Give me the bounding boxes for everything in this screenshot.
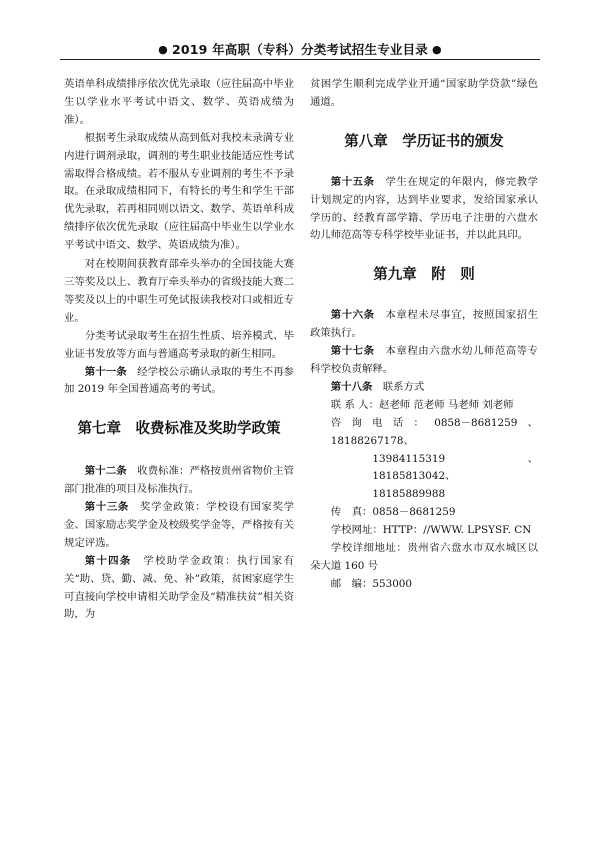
article-label: 第十八条 <box>330 380 373 393</box>
chapter-7-heading: 第七章 收费标准及奖助学政策 <box>77 421 281 438</box>
article-14 <box>64 553 294 625</box>
paragraph: 分类考试录取考生在招生性质、培养模式、毕业证书发放等方面与普通高考录取的新生相同。 <box>64 329 294 360</box>
left-column <box>64 76 294 624</box>
chapter-9-heading: 第九章 附 则 <box>373 267 475 284</box>
paragraph: 根据考生录取成绩从高到低对我校未录满专业内进行调剂录取，调剂的考生职业技能适应性考试需取得合格成绩。若不服从专业调剂的考生不予录取。在录取成绩相同下，有特长的考生和学生干部优先录取，若再相同则以语文、数学、英语单科成绩排序依次优先录取（应往届高中毕业生以学业水平考试中语文、数学、英语成绩为准）。 <box>64 131 294 252</box>
article-11 <box>64 364 294 400</box>
bullet-icon: ● <box>432 43 442 56</box>
article-16 <box>310 307 538 343</box>
article-13 <box>64 499 294 553</box>
article-17 <box>310 343 538 379</box>
school-address: 学校详细地址：贵州省六盘水市双水城区以朵大道 160 号 <box>310 542 538 572</box>
right-column <box>310 76 538 594</box>
chapter-8-heading: 第八章 学历证书的颁发 <box>344 133 504 150</box>
article-text: 本章程由六盘水幼儿师范高等专科学校负责解释。 <box>310 345 539 375</box>
article-text: 本章程未尽事宜，按照国家招生政策执行。 <box>310 309 539 340</box>
article-label: 第十二条 <box>84 465 127 478</box>
article-label: 第十七条 <box>330 345 375 358</box>
bullet-icon: ● <box>158 43 168 56</box>
article-label: 第十三条 <box>84 501 129 514</box>
school-website[interactable]: 学校网址：HTTP：//WWW. LPSYSF. CN <box>330 524 532 537</box>
header-title: 2019 年高职（专科）分类考试招生专业目录 <box>171 42 429 57</box>
contact-person: 联 系 人：赵老师 范老师 马老师 刘老师 <box>330 398 514 411</box>
contact-fax: 传 真：0858－8681259 <box>330 506 456 519</box>
article-label: 第十一条 <box>84 365 127 378</box>
paragraph: 英语单科成绩排序依次优先录取（应往届高中毕业生以学业水平考试中语文、数学、英语成绩为准）。 <box>64 78 294 126</box>
postcode: 邮 编：553000 <box>330 577 413 590</box>
article-text: 学生在规定的年限内，修完教学计划规定的内容，达到毕业要求，发给国家承认学历的、经教育部学籍、学历电子注册的六盘水幼儿师范高等专科学校毕业证书，并以此具印。 <box>310 175 539 242</box>
article-text: 经学校公示确认录取的考生不再参加 2019 年全国普通高考的考试。 <box>64 365 295 396</box>
article-text: 收费标准：严格按贵州省物价主管部门批准的项目及标准执行。 <box>64 465 295 496</box>
article-label: 第十六条 <box>330 309 375 322</box>
contact-phone: 咨询电话：0858－8681259、18188267178、 <box>330 416 538 447</box>
article-text: 奖学金政策：学校设有国家奖学金、国家励志奖学金及校级奖学金等，严格按有关规定评选。 <box>64 501 295 549</box>
paragraph: 贫困学生顺利完成学业开通“国家助学贷款”绿色通道。 <box>310 78 538 108</box>
paragraph: 对在校期间获教育部牵头举办的全国技能大赛三等奖及以上、教育厅牵头举办的省级技能大赛二等奖及以上的中职生可免试报读我校对口或相近专业。 <box>64 258 294 324</box>
article-label: 第十四条 <box>84 554 132 567</box>
article-12 <box>64 463 294 499</box>
article-label: 第十五条 <box>330 175 375 188</box>
contact-phone-cont: 13984115319、18185813042、 <box>372 452 538 483</box>
page-header <box>0 40 600 58</box>
header-divider <box>60 59 540 60</box>
article-15 <box>310 174 538 246</box>
contact-phone-cont: 18185889988 <box>372 488 446 501</box>
article-text: 学校助学金政策：执行国家有关“助、贷、勤、减、免、补”政策，贫困家庭学生可直接向学校申请相关助学金及“精准扶贫”相关资助，为 <box>64 554 295 621</box>
article-text: 联系方式 <box>382 380 425 393</box>
article-18 <box>310 379 538 397</box>
